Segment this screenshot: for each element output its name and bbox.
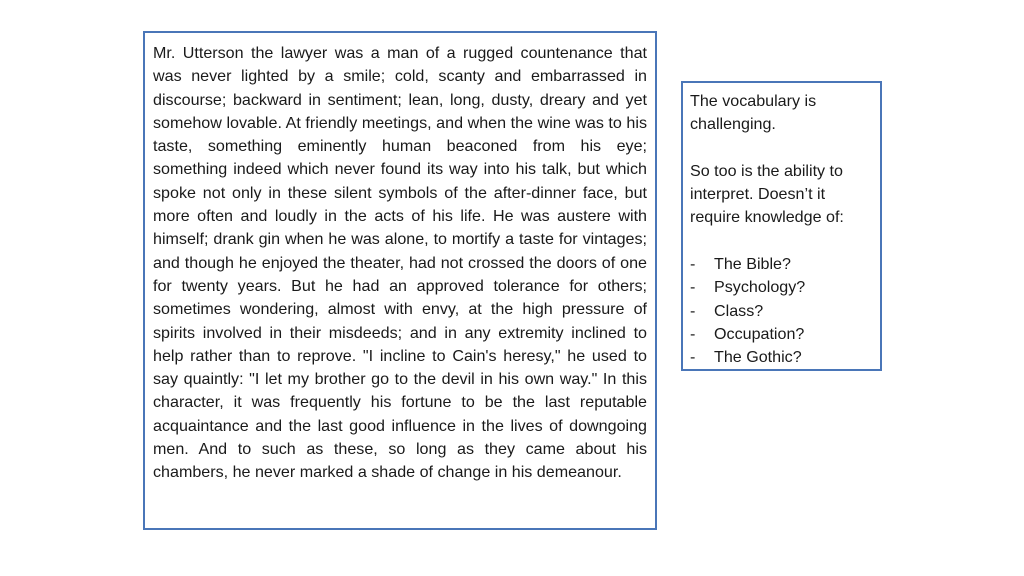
list-item [690,253,873,276]
list-dash: - [690,278,696,297]
knowledge-list [690,253,873,369]
notes-box [681,81,882,371]
list-item [690,276,873,299]
list-item-text: Occupation? [714,324,805,343]
list-item-text: The Gothic? [714,348,802,367]
list-dash: - [690,255,696,274]
list-dash: - [690,324,696,343]
notes-vocabulary-paragraph: The vocabulary is challenging. [690,92,817,134]
list-item-text: Psychology? [714,278,806,297]
notes-interpret-paragraph: So too is the ability to interpret. Doesn’t it require knowledge of: [690,161,844,227]
list-dash: - [690,301,696,320]
passage-text: Mr. Utterson the lawyer was a man of a rugged countenance that was never lighted by a smile; cold, scanty and embarrassed in discourse; backward in sentiment; lean, long, dusty, dreary and yet somehow lovable. At friendly meetings, and when the wine was to his taste, something eminently human beaconed from his eye; something indeed which never found its way into his talk, but which spoke not only in these silent symbols of the after-dinner face, but more often and loudly in the acts of his life. He was austere with himself; drank gin when he was alone, to mortify a taste for vintages; and though he enjoyed the theater, had not crossed the doors of one for twenty years. But he had an approved tolerance for others; sometimes wondering, almost with envy, at the high pressure of spirits involved in their misdeeds; and in any extremity inclined to help rather than to reprove. "I incline to Cain's heresy," he used to say quaintly: "I let my brother go to the devil in his own way." In this character, it was frequently his fortune to be the last reputable acquaintance and the last good influence in the lives of downgoing men. And to such as these, so long as they came about his chambers, he never marked a shade of change in his demeanour. [153,44,647,482]
notes-spacer [690,230,873,253]
list-item [690,323,873,346]
list-dash: - [690,348,696,367]
notes-spacer [690,137,873,160]
passage-box [143,31,657,530]
list-item [690,346,873,369]
list-item-text: The Bible? [714,255,791,274]
list-item-text: Class? [714,301,764,320]
list-item [690,300,873,323]
